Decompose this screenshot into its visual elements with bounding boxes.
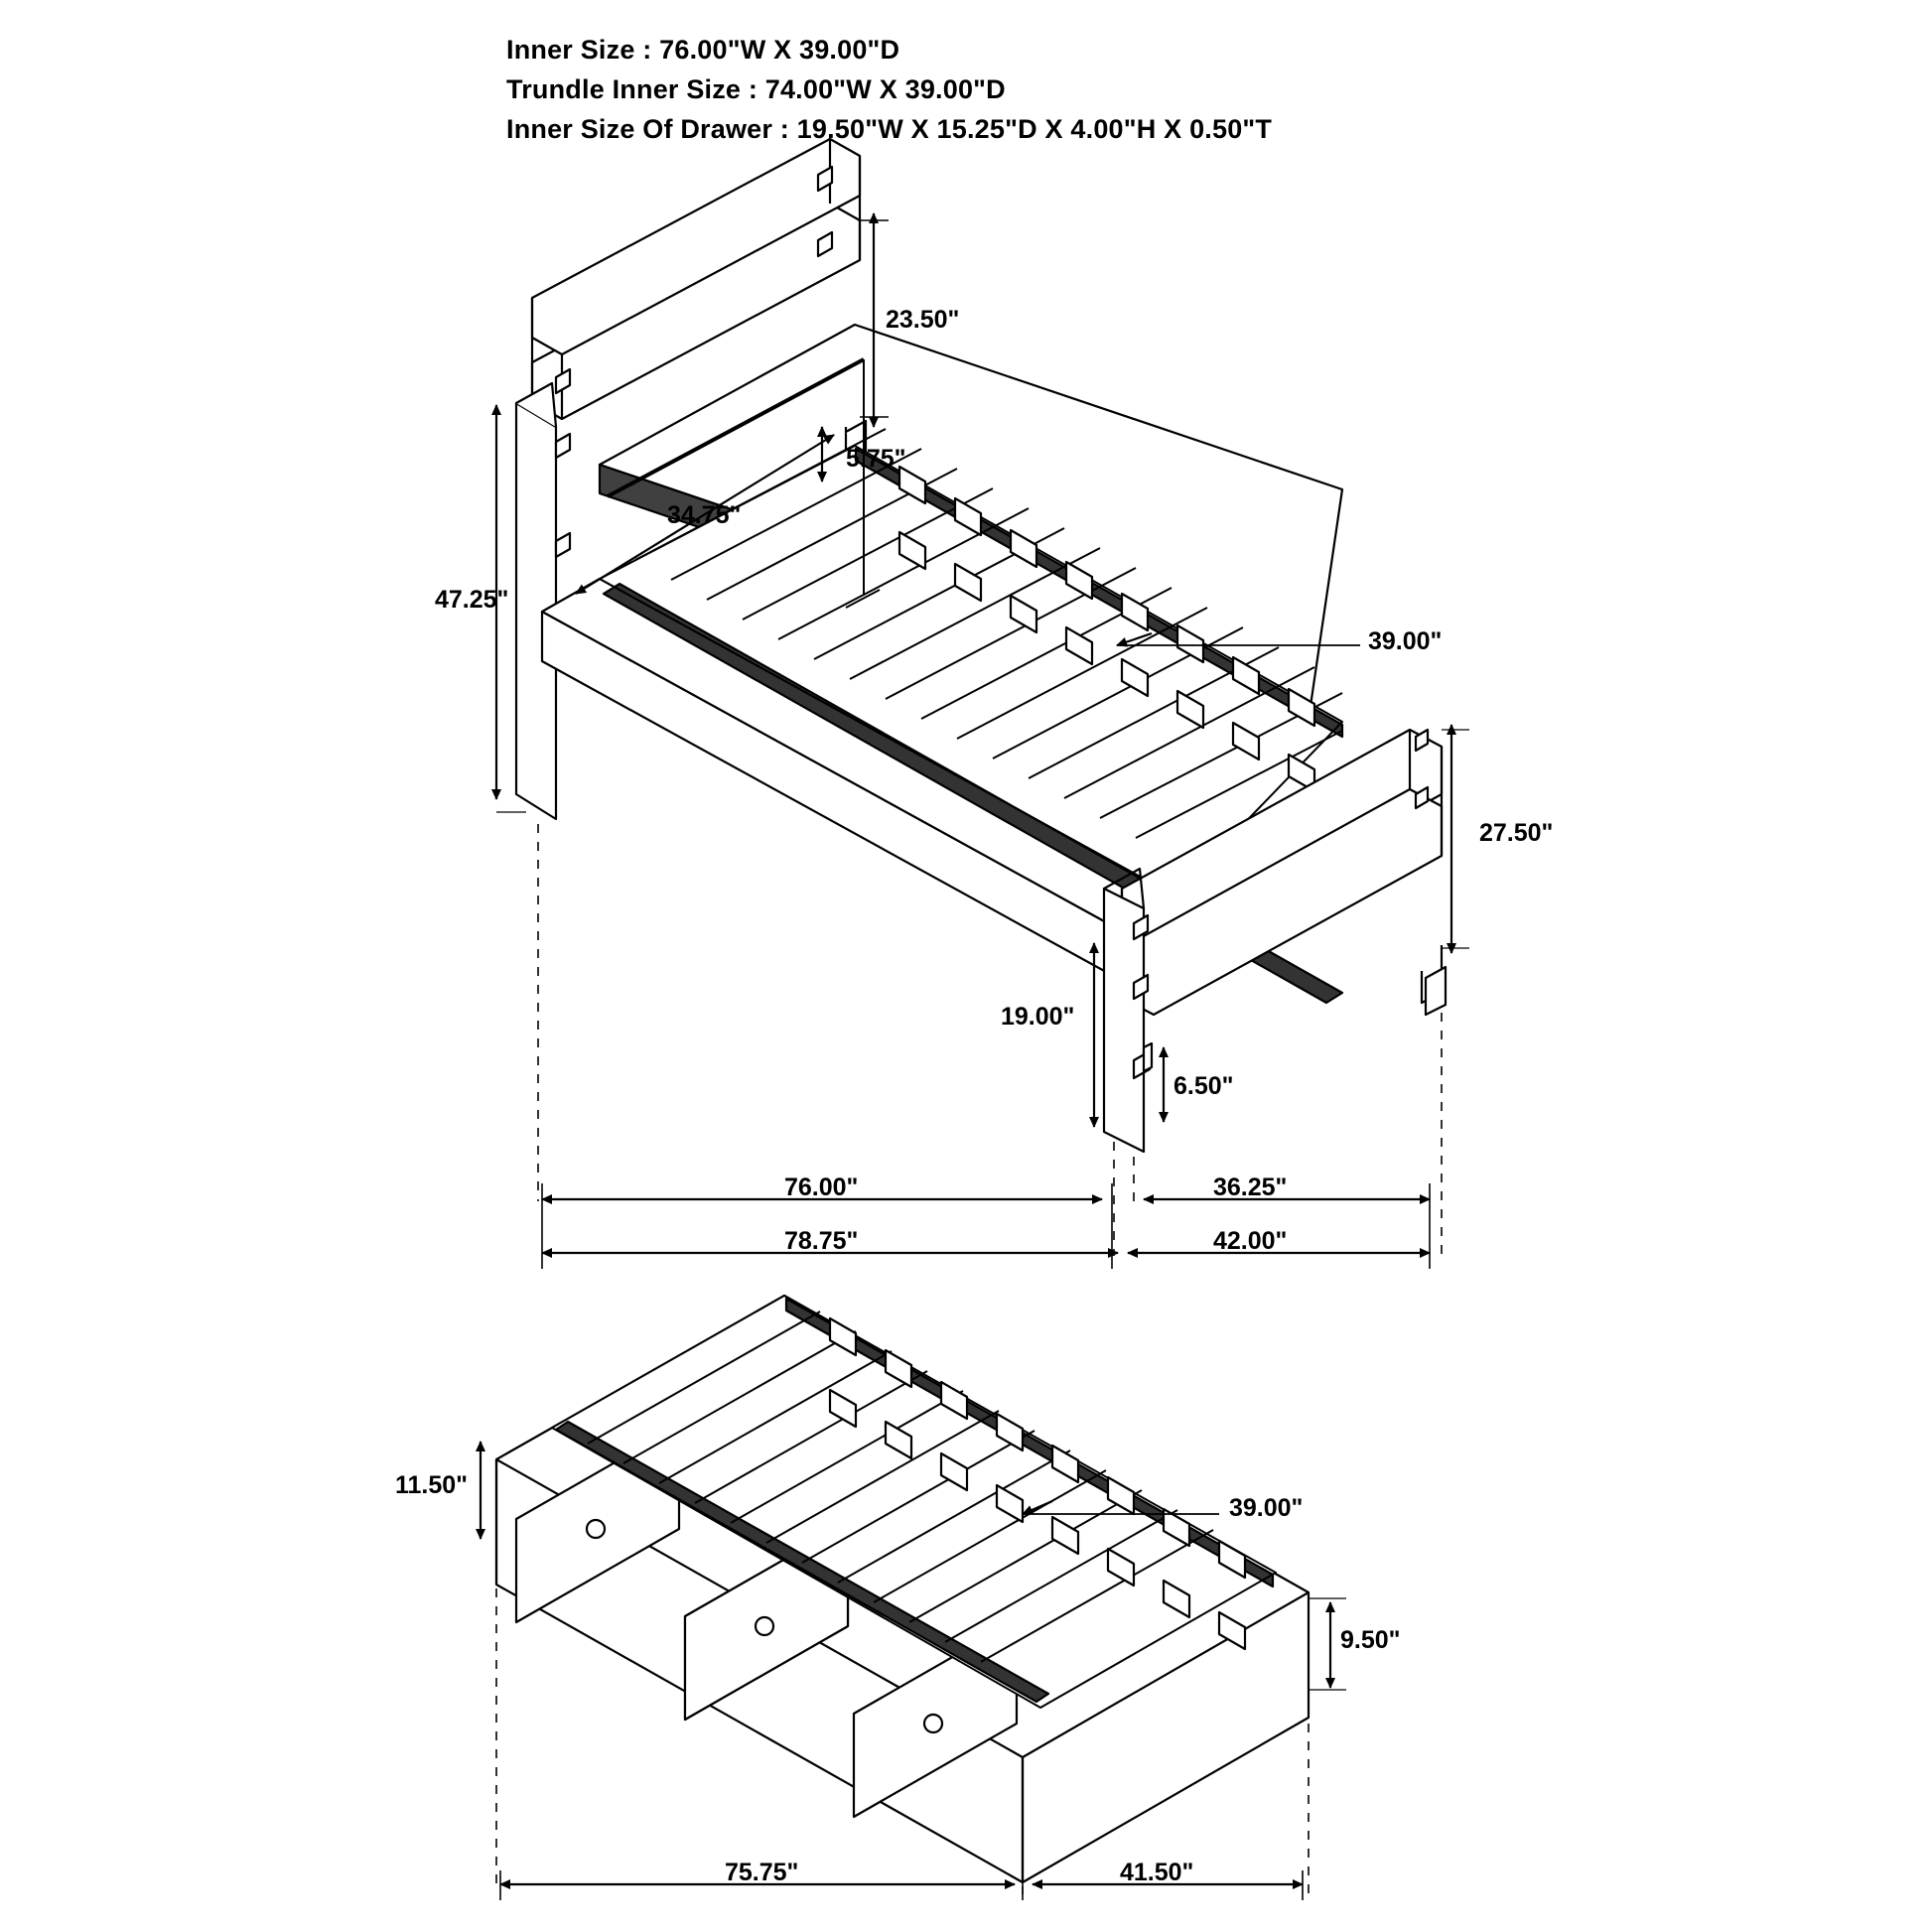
header-line-2: Trundle Inner Size : 74.00"W X 39.00"D bbox=[506, 74, 1006, 104]
dim-inner-depth: 36.25" bbox=[1213, 1173, 1288, 1201]
dim-mattress-width: 39.00" bbox=[1368, 627, 1443, 655]
dim-trundle-mattress-width: 39.00" bbox=[1229, 1494, 1304, 1522]
dim-footboard-panel-height: 19.00" bbox=[1001, 1003, 1075, 1031]
dim-trundle-side-height: 9.50" bbox=[1340, 1626, 1401, 1654]
dim-outer-length: 78.75" bbox=[784, 1227, 859, 1255]
header-line-3: Inner Size Of Drawer : 19.50"W X 15.25"D X 4.00"H X 0.50"T bbox=[506, 114, 1273, 144]
dim-trundle-total-height: 11.50" bbox=[395, 1471, 469, 1499]
dim-floor-clearance: 6.50" bbox=[1173, 1072, 1234, 1100]
dim-trundle-length: 75.75" bbox=[725, 1859, 799, 1886]
trundle-geometry bbox=[496, 1296, 1309, 1882]
dim-trundle-depth: 41.50" bbox=[1120, 1859, 1194, 1886]
dim-outer-depth: 42.00" bbox=[1213, 1227, 1288, 1255]
dim-headboard-clearance: 34.75" bbox=[667, 501, 742, 529]
dim-headboard-panel-height: 23.50" bbox=[886, 306, 960, 334]
dim-headboard-total-height: 47.25" bbox=[435, 586, 509, 614]
dim-footboard-total-height: 27.50" bbox=[1479, 819, 1554, 847]
dim-rail-gap: 5.75" bbox=[846, 445, 906, 473]
header-line-1: Inner Size : 76.00"W X 39.00"D bbox=[506, 35, 900, 65]
dim-inner-length: 76.00" bbox=[784, 1173, 859, 1201]
